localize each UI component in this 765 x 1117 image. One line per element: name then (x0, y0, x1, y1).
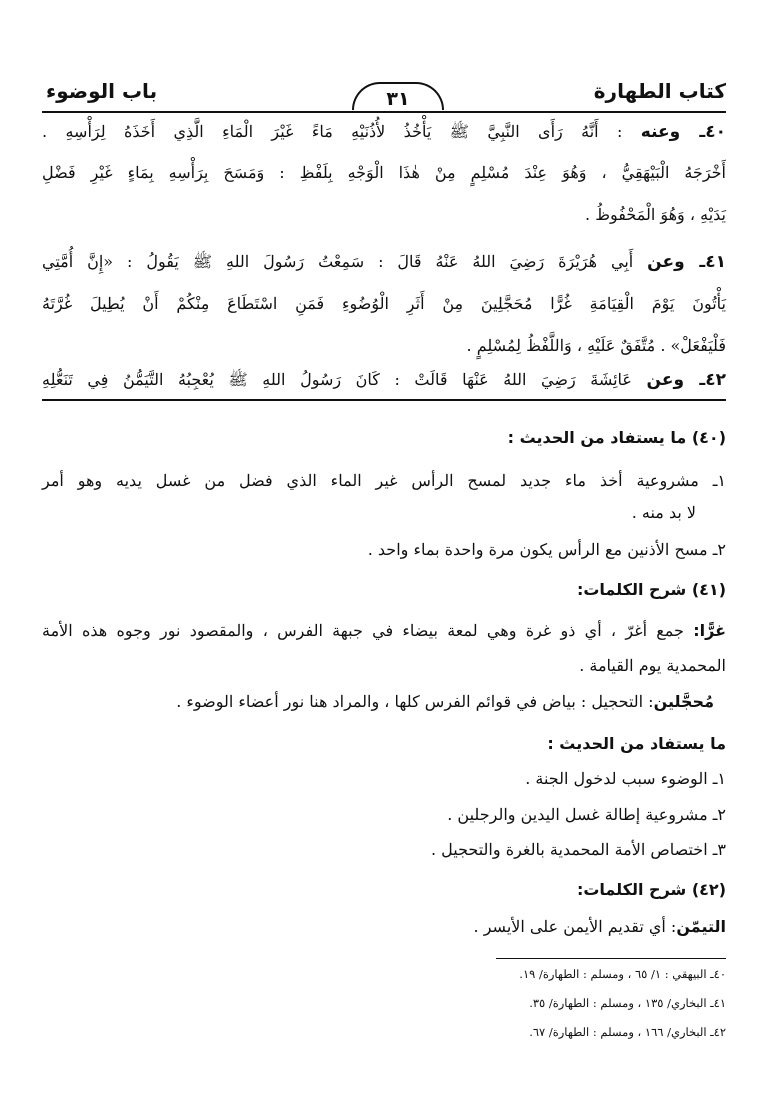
chapter-title: باب الوضوء (46, 79, 158, 103)
book-title: كتاب الطهارة (593, 79, 726, 103)
footnote-42: ٤٢ـ البخاري/ ١٦٦ ، ومسلم : الطهارة/ ٦٧. (529, 1025, 726, 1039)
hadith-40-line-2: أَخْرَجَهُ الْبَيْهَقِيُّ ، وَهُوَ عِنْدَ مُسْلِمٍ مِنْ هٰذَا الْوَجْهِ بِلَفْظِ : وَمَسَحَ بِرَأْسِهِ بِمَاءٍ غَيْرِ فَضْلِ (42, 163, 726, 182)
s41-word-2-term: مُحجَّلين (653, 692, 714, 711)
s42-word-1-term: التيمّن (676, 917, 726, 936)
section-divider (42, 399, 726, 401)
footnote-41: ٤١ـ البخاري/ ١٣٥ ، ومسلم : الطهارة/ ٣٥. (529, 996, 726, 1010)
footnote-rule (496, 958, 726, 959)
hadith-40-line-1 (42, 118, 726, 146)
s41-benefit-2: ٢ـ مشروعية إطالة غسل اليدين والرجلين . (447, 805, 726, 824)
hadith-40-line-3: يَدَيْهِ ، وَهُوَ الْمَحْفُوظُ . (585, 205, 726, 224)
hadith-41-number: ٤١ـ وعن (647, 252, 726, 272)
s41-benefit-3: ٣ـ اختصاص الأمة المحمدية بالغرة والتحجيل . (430, 840, 726, 859)
hadith-42-number: ٤٢ـ وعن (646, 370, 726, 390)
s41-word-1-line-1 (42, 617, 726, 645)
header-rule (42, 111, 726, 113)
hadith-42-text-1: عَائِشَةَ رَضِيَ اللهُ عَنْهَا قَالَتْ : كَانَ رَسُولُ اللهِ ﷺ يُعْجِبُهُ التَّيَمُّنُ فِي تَنَعُّلِهِ (42, 370, 632, 389)
page-number: ٣١ (352, 82, 444, 110)
hadith-41-line-1 (42, 248, 726, 276)
s41-benefits-heading: ما يستفاد من الحديث : (547, 734, 726, 753)
s41-words-heading: (٤١) شرح الكلمات: (576, 580, 726, 599)
s42-word-1 (42, 913, 726, 941)
hadith-42-line-1 (42, 366, 726, 394)
s41-word-1-def: جمع أغرّ ، أي ذو غرة وهي لمعة بيضاء في جبهة الفرس ، والمقصود نور وجوه هذه الأمة (42, 621, 684, 640)
hadith-41-line-3: فَلْيَفْعَلْ» . مُتَّفَقٌ عَلَيْهِ ، وَاللَّفْظُ لِمُسْلِمٍ . (466, 336, 726, 355)
s41-word-2 (42, 688, 714, 716)
hadith-41-line-2: يَأْتُونَ يَوْمَ الْقِيَامَةِ غُرًّا مُحَجَّلِينَ مِنْ أَثَرِ الْوُضُوءِ فَمَنِ اسْتَطَاعَ مِنْكُمْ أَنْ يُطِيلَ غُرَّتَهُ (42, 294, 727, 313)
book-page (42, 0, 726, 1117)
footnote-40: ٤٠ـ البيهقي : ١/ ٦٥ ، ومسلم : الطهارة/ ١٩. (519, 967, 726, 981)
s42-words-heading: (٤٢) شرح الكلمات: (576, 880, 726, 899)
s41-benefit-1: ١ـ الوضوء سبب لدخول الجنة . (525, 769, 726, 788)
s40-point-2: ٢ـ مسح الأذنين مع الرأس يكون مرة واحدة بماء واحد . (367, 540, 726, 559)
hadith-40-text-1: : أَنَّهُ رَأَى النَّبِيَّ ﷺ يَأْخُذُ لأُذُنَيْهِ مَاءً غَيْرَ الْمَاءِ الَّذِي أَخَذَهُ لِرَأْسِهِ . (42, 122, 623, 141)
s41-word-1-line-2: المحمدية يوم القيامة . (579, 656, 726, 675)
page-header (42, 76, 726, 110)
s41-word-1-term: غرًّا: (693, 621, 726, 640)
s40-point-1-line-2: لا بد منه . (631, 503, 696, 522)
hadith-40-number: ٤٠ـ وعنه (640, 122, 726, 142)
s40-benefits-heading: (٤٠) ما يستفاد من الحديث : (507, 428, 726, 447)
s42-word-1-def: : أي تقديم الأيمن على الأيسر . (473, 917, 677, 936)
s40-point-1-line-1: ١ـ مشروعية أخذ ماء جديد لمسح الرأس غير الماء الذي فضل من غسل يديه وهو أمر (42, 471, 726, 490)
hadith-41-text-1: أَبِي هُرَيْرَةَ رَضِيَ اللهُ عَنْهُ قَالَ : سَمِعْتُ رَسُولَ اللهِ ﷺ يَقُولُ : «إِنَّ أُمَّتِي (42, 252, 634, 271)
s41-word-2-def: : التحجيل : بياض في قوائم الفرس كلها ، والمراد هنا نور أعضاء الوضوء . (176, 692, 654, 711)
